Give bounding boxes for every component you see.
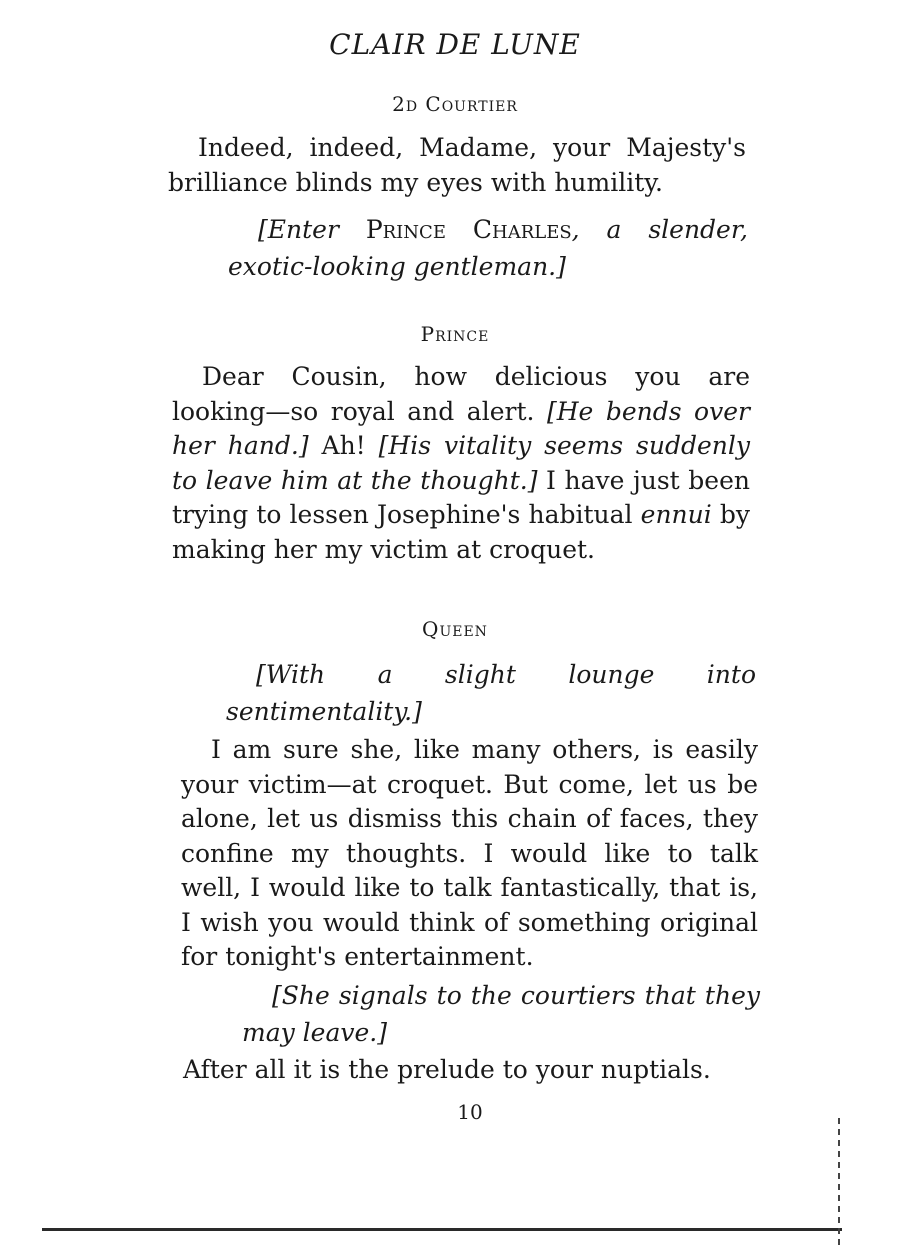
prince-speech-part-2: Ah!	[308, 431, 379, 460]
page-number: 10	[457, 1100, 483, 1124]
prince-speech-part-1: Dear Cousin, how delicious you are looking—so royal and alert.	[172, 362, 750, 426]
speaker-queen: Queen	[422, 617, 488, 641]
entrance-open: [Enter	[258, 215, 366, 244]
page-bottom-edge	[42, 1228, 842, 1231]
prince-inline-direction-1: [He bends over her hand.]	[172, 396, 750, 460]
prince-speech-part-4: by making her my victim at croquet.	[172, 500, 750, 564]
queen-direction-2: [She signals to the courtiers that they may leave.]	[242, 981, 760, 1047]
prince-speech	[172, 360, 750, 567]
speaker-2d-courtier: 2d Courtier	[392, 92, 518, 116]
entrance-character-name: Prince Charles	[365, 215, 572, 244]
queen-speech: I am sure she, like many others, is easily your victim—at croquet. But come, let us be alone, let us dismiss this chain of faces, they confine my thoughts. I would like to talk well, I would like to talk fantastically, that is, I wish you would think of something original for tonight's entertainment.	[181, 735, 758, 971]
prince-speech-part-3: I have just been trying to lessen Josephine's habitual	[172, 465, 750, 529]
prince-inline-direction-2: [His vitality seems suddenly to leave him at the thought.]	[172, 431, 750, 495]
queen-direction-1: [With a slight lounge into sentimentality.]	[226, 660, 756, 726]
page-right-edge	[838, 1118, 840, 1246]
running-head: CLAIR DE LUNE	[329, 28, 581, 61]
courtier-speech: Indeed, indeed, Madame, your Majesty's brilliance blinds my eyes with humility.	[168, 133, 746, 197]
queen-last-line: After all it is the prelude to your nuptials.	[183, 1055, 711, 1084]
prince-emphasis-ennui: ennui	[640, 500, 712, 529]
entrance-direction	[228, 211, 748, 285]
speaker-prince: Prince	[420, 322, 490, 346]
entrance-rest: , a slender, exotic-looking gentleman.]	[228, 215, 749, 281]
